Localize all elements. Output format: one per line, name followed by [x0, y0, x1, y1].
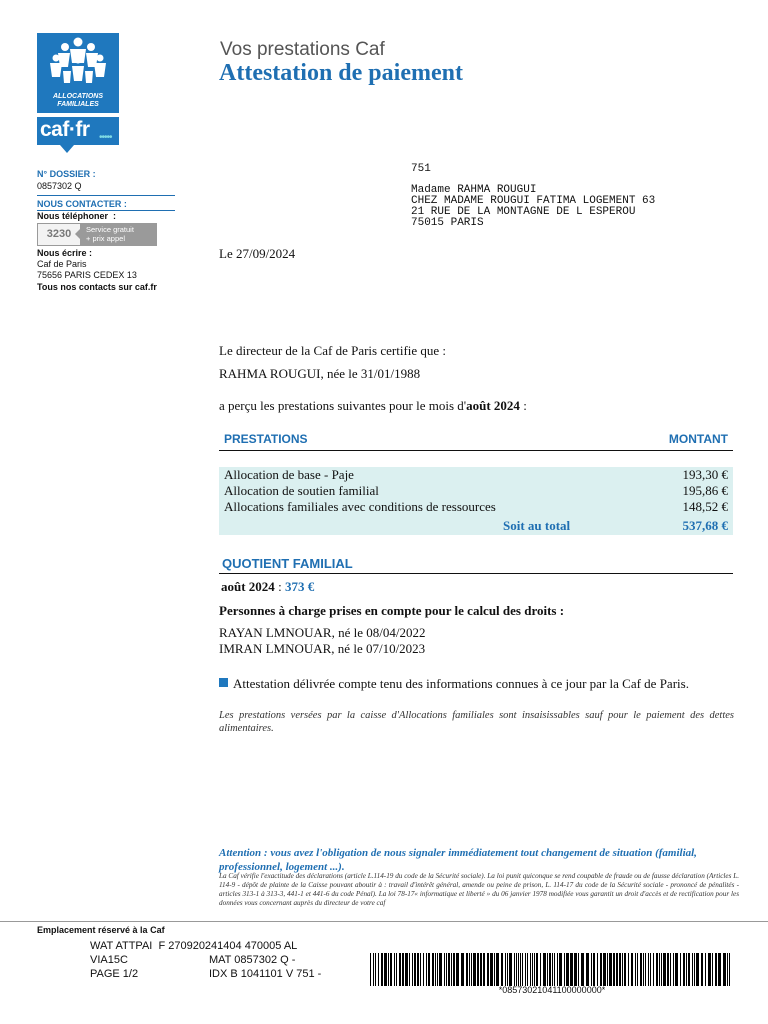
address-line2: CHEZ MADAME ROUGUI FATIMA LOGEMENT 63: [411, 195, 656, 207]
logo-text: ALLOCATIONS FAMILIALES: [52, 93, 104, 108]
address-code: 751: [411, 163, 431, 175]
quotient-title: QUOTIENT FAMILIAL: [222, 556, 353, 571]
total-amount: 537,68 €: [682, 518, 728, 533]
table-total-row: [219, 515, 733, 535]
col-montant: MONTANT: [668, 432, 728, 446]
received-text: a perçu les prestations suivantes pour le mois d'août 2024 :: [219, 398, 527, 413]
square-bullet-icon: [219, 678, 228, 687]
caf-fr-text: caf·fr: [40, 118, 90, 141]
sidebar-divider: [37, 195, 175, 196]
contact-label: NOUS CONTACTER :: [37, 199, 127, 209]
person-item: IMRAN LMNOUAR, né le 07/10/2023: [219, 641, 426, 656]
dots-icon: •••••: [99, 132, 112, 143]
page-title: Attestation de paiement: [219, 60, 463, 86]
footer-line3-right: IDX B 1041101 V 751 -: [209, 968, 322, 980]
address-line3: 21 RUE DE LA MONTAGNE DE L ESPEROU: [411, 206, 636, 218]
footer-line1: WAT ATTPAI F 270920241404 470005 AL: [90, 940, 298, 952]
write-line1: Caf de Paris: [37, 259, 87, 269]
reserved-label: Emplacement réservé à la Caf: [37, 925, 165, 935]
certify-text: Le directeur de la Caf de Paris certifie que :: [219, 343, 447, 358]
phone-tag: Service gratuit + prix appel: [80, 224, 156, 245]
letter-date: Le 27/09/2024: [219, 246, 296, 261]
beneficiary: RAHMA ROUGUI, née le 31/01/1988: [219, 366, 421, 381]
received-month: août 2024: [466, 398, 520, 413]
quotient-rule: [219, 573, 733, 574]
phone-badge[interactable]: [37, 223, 157, 246]
footer-line2-right: MAT 0857302 Q -: [209, 954, 296, 966]
phone-number: 3230: [46, 228, 72, 240]
quotient-value: 373 €: [284, 579, 315, 594]
legal-text: La Caf vérifie l'exactitude des déclarations (article L.114-19 du code de la Sécurité sociale). La loi punit quiconque se rend coupable de fraude ou de fausse déclaration (Articles L. 114-9 - dépôt de plainte de la Caisse pouvant aboutir à : travail d'intérêt général, amende ou peine de prison, L. 114-17 du code de la Sécurité sociale - prononcé de pénalités - articles 313-1 à 313-3, 441-1 et 441-6 du code Pénal). La loi 78-17« informatique et liberté » du 06 janvier 1978 modifiée vous garantit un droit d'accès et de rectification pour les données vous concernant auprès du directeur de votre caf: [219, 872, 739, 907]
table-row: Allocations familiales avec conditions de ressources 148,52 €: [219, 499, 733, 515]
address-line1: Madame RAHMA ROUGUI: [411, 184, 537, 196]
table-header-rule: [219, 450, 733, 451]
banner-pointer-icon: [60, 145, 74, 153]
caf-logo: [37, 33, 119, 113]
reserve-divider: [0, 921, 768, 922]
persons-title: Personnes à charge prises en compte pour le calcul des droits :: [219, 603, 565, 618]
family-figures-icon: [37, 33, 119, 93]
dossier-value: 0857302 Q: [37, 181, 82, 191]
caf-fr-banner: [37, 117, 119, 145]
table-row: Allocation de soutien familial 195,86 €: [219, 483, 733, 499]
barcode-text: *08573021041100000000*: [498, 985, 606, 995]
total-label: Soit au total: [503, 518, 571, 533]
phone-label: Nous téléphoner :: [37, 211, 117, 221]
footer-line2-left: VIA15C: [90, 954, 128, 966]
write-label: Nous écrire :: [37, 248, 93, 258]
table-row: Allocation de base - Paje 193,30 €: [219, 467, 733, 483]
quotient-value-line: août 2024 : 373 €: [221, 579, 315, 594]
col-prestations: PRESTATIONS: [224, 432, 308, 446]
footer-line3-left: PAGE 1/2: [90, 968, 139, 980]
write-line2: 75656 PARIS CEDEX 13: [37, 270, 137, 280]
person-item: RAYAN LMNOUAR, né le 08/04/2022: [219, 625, 426, 640]
dossier-label: N° DOSSIER :: [37, 169, 96, 179]
address-line4: 75015 PARIS: [411, 217, 484, 229]
warning-text: Attention : vous avez l'obligation de nous signaler immédiatement tout changement de situation (familial, professionnel, logement ...).: [219, 847, 697, 873]
insaisissable-note: Les prestations versées par la caisse d'Allocations familiales sont insaisissables sauf pour le paiement des dettes alimentaires.: [219, 710, 734, 734]
barcode-icon: [370, 953, 734, 986]
contacts-link[interactable]: Tous nos contacts sur caf.fr: [37, 282, 157, 292]
attestation-note: Attestation délivrée compte tenu des informations connues à ce jour par la Caf de Paris.: [219, 676, 739, 692]
header-subtitle: Vos prestations Caf: [220, 39, 385, 60]
